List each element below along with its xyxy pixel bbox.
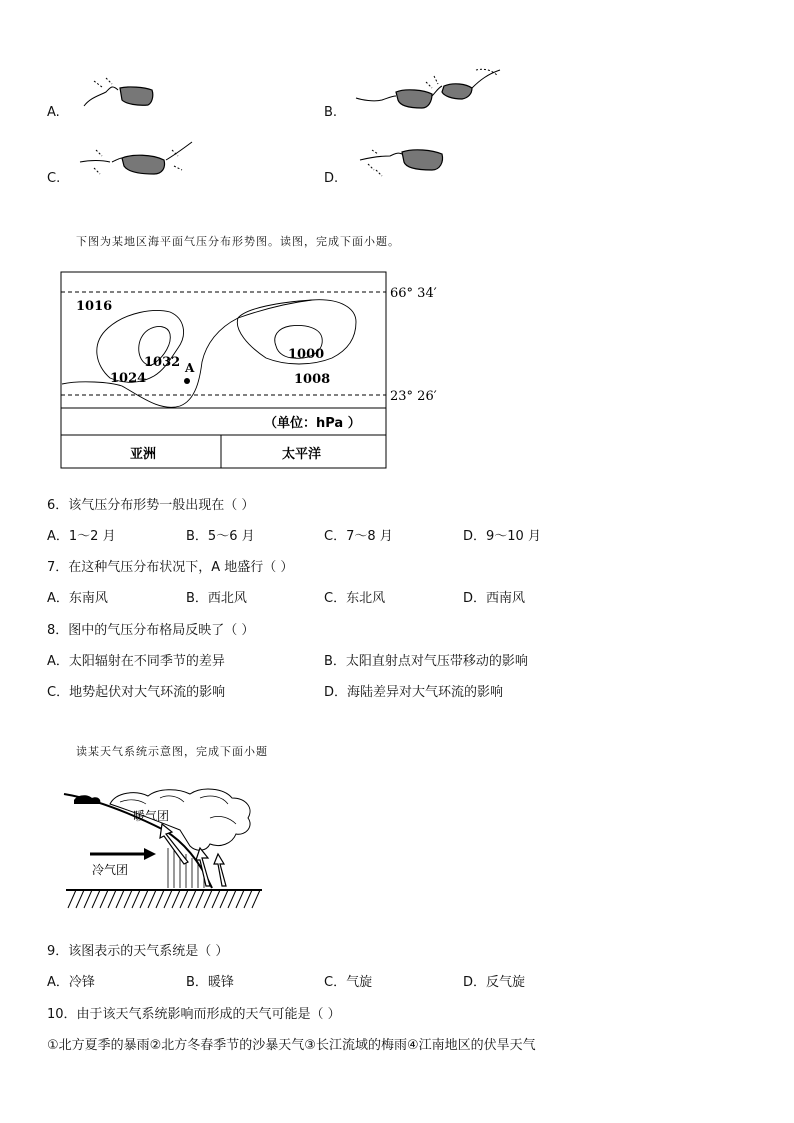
ground-hatching bbox=[68, 890, 260, 908]
q5-option-a-figure bbox=[76, 76, 160, 116]
q9-option-b[interactable]: B．暖锋 bbox=[186, 975, 234, 990]
q5-option-d-figure bbox=[352, 140, 452, 182]
q6-option-b[interactable]: B．5～6 月 bbox=[186, 529, 255, 544]
q5-option-d-label: D. bbox=[324, 171, 339, 186]
q5-option-c-label: C. bbox=[47, 171, 61, 186]
q6-stem: 6．该气压分布形势一般出现在（ ） bbox=[47, 498, 255, 513]
q10-items: ①北方夏季的暴雨②北方冬春季节的沙暴天气③长江流域的梅雨④江南地区的伏旱天气 bbox=[47, 1038, 536, 1053]
isobar-1016 bbox=[62, 300, 312, 407]
isobar-label-1000: 1000 bbox=[288, 347, 325, 362]
q8-option-b[interactable]: B．太阳直射点对气压带移动的影响 bbox=[324, 654, 528, 669]
q7-option-b[interactable]: B．西北风 bbox=[186, 591, 247, 606]
q6-option-d[interactable]: D．9～10 月 bbox=[463, 529, 541, 544]
isobar-label-1032: 1032 bbox=[144, 355, 181, 370]
q9-option-d[interactable]: D．反气旋 bbox=[463, 975, 526, 990]
q8-stem: 8．图中的气压分布格局反映了（ ） bbox=[47, 623, 255, 638]
q9-stem: 9．该图表示的天气系统是（ ） bbox=[47, 944, 229, 959]
pressure-map bbox=[50, 266, 460, 474]
q6-option-a[interactable]: A．1～2 月 bbox=[47, 529, 116, 544]
q7-stem: 7．在这种气压分布状况下，A 地盛行（ ） bbox=[47, 560, 294, 575]
point-a-marker bbox=[184, 378, 190, 384]
pressure-intro: 下图为某地区海平面气压分布形势图。读图，完成下面小题。 bbox=[76, 235, 400, 248]
q7-option-c[interactable]: C．东北风 bbox=[324, 591, 386, 606]
isobar-label-1008: 1008 bbox=[294, 372, 331, 387]
region-pacific: 太平洋 bbox=[282, 447, 322, 462]
q7-option-a[interactable]: A．东南风 bbox=[47, 591, 108, 606]
cold-air-label: 冷气团 bbox=[92, 863, 129, 877]
q5-option-b-figure bbox=[352, 66, 504, 116]
q8-option-d[interactable]: D．海陆差异对大气环流的影响 bbox=[324, 685, 504, 700]
point-a-label: A bbox=[185, 361, 195, 375]
q8-option-a[interactable]: A．太阳辐射在不同季节的差异 bbox=[47, 654, 225, 669]
region-asia: 亚洲 bbox=[130, 447, 157, 462]
warm-air-label: 暖气团 bbox=[133, 809, 170, 823]
q9-option-c[interactable]: C．气旋 bbox=[324, 975, 373, 990]
q8-option-c[interactable]: C．地势起伏对大气环流的影响 bbox=[47, 685, 226, 700]
unit-label: （单位：hPa ） bbox=[264, 416, 361, 431]
q7-option-d[interactable]: D．西南风 bbox=[463, 591, 526, 606]
q5-option-a-label: A. bbox=[47, 105, 60, 120]
isobar-label-1024: 1024 bbox=[110, 371, 147, 386]
q5-option-c-figure bbox=[76, 140, 196, 182]
lat-label-23: 23° 26′ bbox=[390, 389, 437, 404]
weather-system-figure bbox=[60, 778, 270, 914]
cold-arrow-head bbox=[144, 848, 156, 860]
lat-label-66: 66° 34′ bbox=[390, 286, 437, 301]
warm-arrow-right bbox=[214, 854, 226, 886]
q5-option-b-label: B. bbox=[324, 105, 338, 120]
isobar-label-1016: 1016 bbox=[76, 299, 113, 314]
q6-option-c[interactable]: C．7～8 月 bbox=[324, 529, 393, 544]
weather-intro: 读某天气系统示意图，完成下面小题 bbox=[76, 745, 268, 758]
q10-stem: 10．由于该天气系统影响而形成的天气可能是（ ） bbox=[47, 1007, 341, 1022]
q9-option-a[interactable]: A．冷锋 bbox=[47, 975, 95, 990]
